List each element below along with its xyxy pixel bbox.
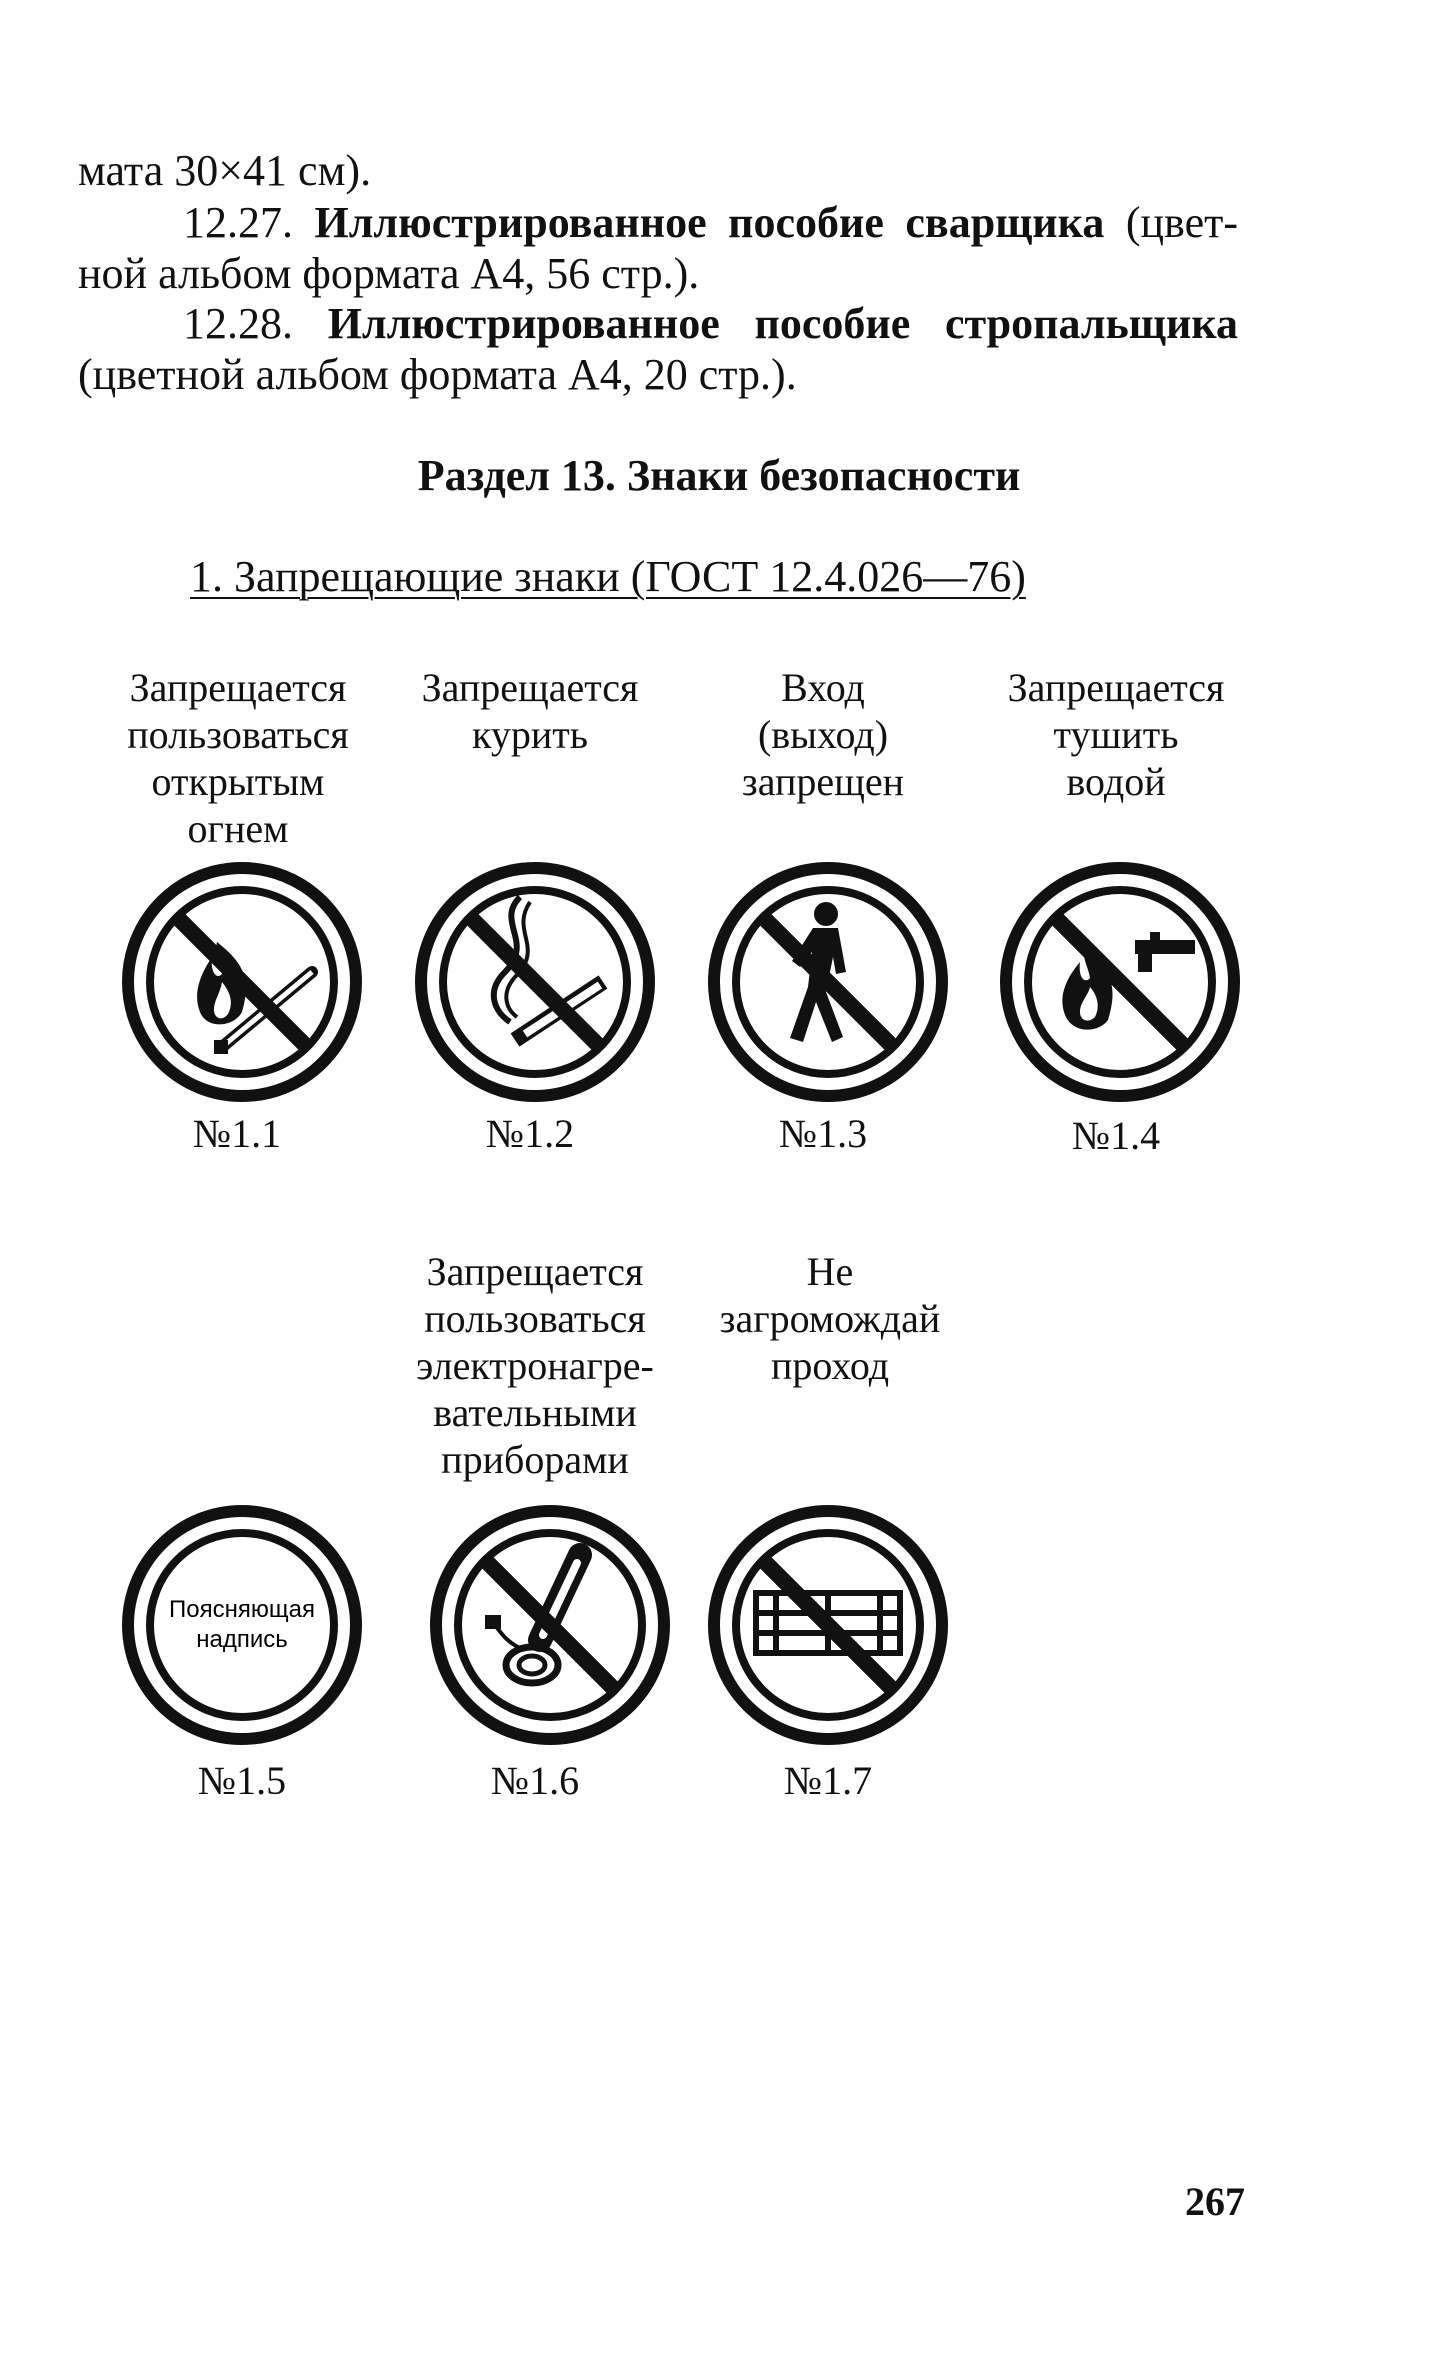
sign-1-2-number: №1.2 <box>485 1111 575 1156</box>
item-12-28-line-2: (цветной альбом формата А4, 20 стр.). <box>78 350 797 399</box>
item-12-27-line-1: 12.27. Иллюстрированное пособие сварщика (цвет- <box>183 198 1238 247</box>
sign-1-3-caption: Вход (выход) запрещен <box>741 665 905 804</box>
sign-1-2-caption: Запрещается курить <box>421 665 639 757</box>
sign-1-7-caption: Не загромождай проход <box>719 1249 941 1388</box>
sign-1-7-number: №1.7 <box>783 1758 873 1803</box>
text-line-1: мата 30×41 см). <box>78 146 372 195</box>
item-12-28-line-1: 12.28. Иллюстрированное пособие стропальщика <box>183 299 1238 348</box>
no-water-extinguishing-sign <box>1000 862 1240 1102</box>
no-electric-heaters-sign <box>430 1505 670 1745</box>
inscription-line-1: Поясняющая <box>169 1596 315 1623</box>
explanatory-inscription-sign <box>122 1505 362 1745</box>
no-open-flame-sign <box>122 862 362 1102</box>
sign-1-4-caption: Запрещается тушить водой <box>1007 665 1225 804</box>
sign-1-1-caption: Запрещается пользоваться открытым огнем <box>127 665 349 851</box>
sign-1-6-caption: Запрещается пользоваться электронагре- вательными приборами <box>416 1249 654 1482</box>
section-subtitle: 1. Запрещающие знаки (ГОСТ 12.4.026—76) <box>190 552 1026 601</box>
no-obstruction-sign <box>708 1505 948 1745</box>
section-title: Раздел 13. Знаки безопасности <box>417 451 1021 500</box>
no-entry-sign <box>708 862 948 1102</box>
page-number: 267 <box>1185 2179 1245 2224</box>
inscription-line-2: надпись <box>196 1626 288 1653</box>
sign-1-5-number: №1.5 <box>197 1758 287 1803</box>
no-smoking-sign <box>415 862 655 1102</box>
sign-1-1-number: №1.1 <box>192 1111 282 1156</box>
sign-1-3-number: №1.3 <box>778 1111 868 1156</box>
sign-1-6-number: №1.6 <box>490 1758 580 1803</box>
item-12-27-line-2: ной альбом формата А4, 56 стр.). <box>78 249 700 298</box>
sign-1-4-number: №1.4 <box>1071 1113 1161 1158</box>
